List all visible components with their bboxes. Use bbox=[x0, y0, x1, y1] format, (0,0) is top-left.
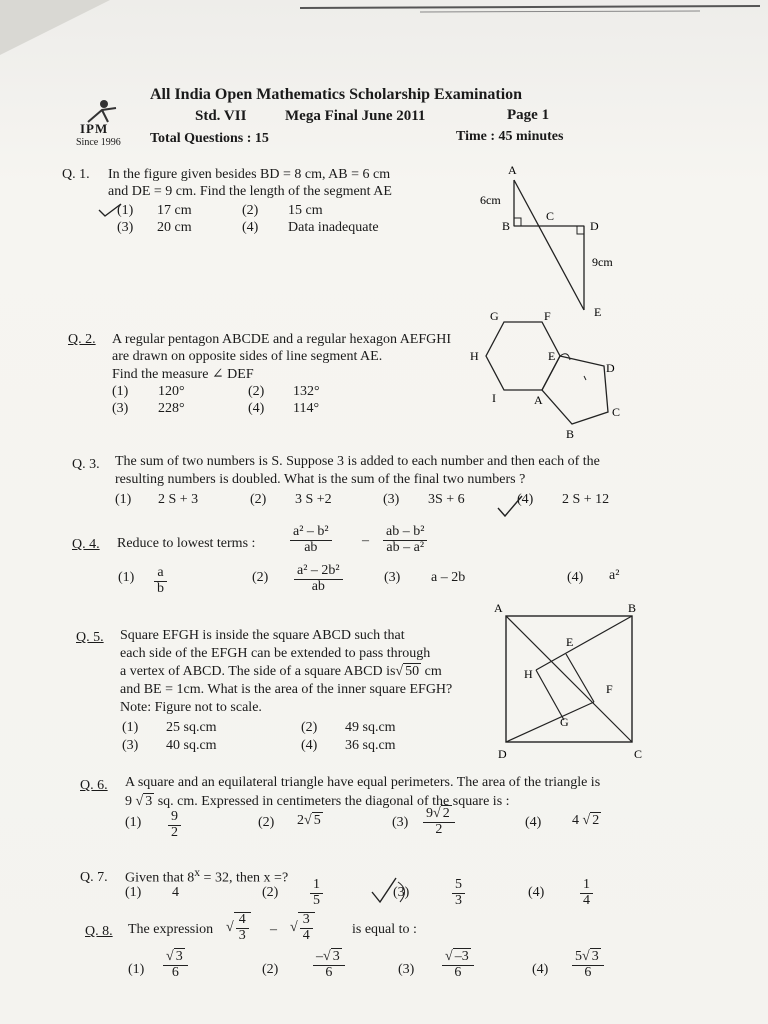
q8-opt4-denominator: 6 bbox=[584, 964, 592, 980]
q8-opt3-denominator: 6 bbox=[454, 964, 462, 980]
q7-opt1-num: (1) bbox=[125, 885, 142, 900]
q4-opt3-num: (3) bbox=[384, 570, 401, 585]
q1-opt4-val: Data inadequate bbox=[288, 220, 379, 235]
q5-opt2-val: 49 sq.cm bbox=[345, 720, 396, 735]
q5-line3-unit: cm bbox=[421, 664, 442, 679]
q1-fig-label-b: B bbox=[502, 219, 511, 233]
q8-minus: – bbox=[270, 922, 277, 937]
q8-opt3-radicand: –3 bbox=[454, 949, 469, 964]
q1-fig-label-a: A bbox=[508, 163, 517, 177]
q5-line3-text: a vertex of ABCD. The side of a square ABCD is bbox=[120, 664, 396, 679]
q3-line2: resulting numbers is doubled. What is the sum of the final two numbers ? bbox=[115, 472, 526, 487]
q2-fig-label-i: I bbox=[492, 391, 496, 405]
q4-minus: – bbox=[362, 533, 369, 548]
q2-fig-label-f: F bbox=[544, 309, 551, 323]
q7-opt4-numerator: 1 bbox=[580, 878, 593, 894]
q6-line2-text: sq. cm. Expressed in centimeters the diagonal of the square is : bbox=[154, 794, 510, 809]
q6-opt3-denominator: 2 bbox=[435, 821, 443, 837]
q4-opt1-numerator: a bbox=[154, 566, 166, 582]
q1-fig-label-ab: 6cm bbox=[480, 193, 501, 207]
q6-opt2-radicand: 5 bbox=[313, 813, 321, 828]
q5-fig-label-f: F bbox=[606, 682, 613, 696]
q4-opt4-val: a² bbox=[609, 568, 620, 583]
q8-opt2-sign: – bbox=[316, 949, 323, 964]
q4-opt1-num: (1) bbox=[118, 570, 135, 585]
q6-opt4-coef: 4 bbox=[572, 813, 579, 828]
q7-opt3-denominator: 3 bbox=[455, 892, 462, 908]
total-questions: Total Questions : 15 bbox=[150, 131, 269, 146]
q1-opt3-num: (3) bbox=[117, 220, 134, 235]
q6-opt2-coef: 2 bbox=[297, 813, 304, 828]
q3-line1: The sum of two numbers is S. Suppose 3 is added to each number and then each of the bbox=[115, 454, 600, 469]
q1-fig-label-de: 9cm bbox=[592, 255, 613, 269]
q5-fig-label-b: B bbox=[628, 601, 637, 615]
q5-opt1-val: 25 sq.cm bbox=[166, 720, 217, 735]
q7-text-rest: = 32, then x =? bbox=[200, 870, 289, 886]
q5-fig-label-g: G bbox=[560, 715, 569, 729]
q8-expr2-denominator: 4 bbox=[302, 927, 310, 943]
q8-expr1: √ $\frac{4}{3}$ bbox=[226, 912, 251, 943]
q1-number: Q. 1. bbox=[62, 167, 90, 182]
q5-opt4-num: (4) bbox=[301, 738, 318, 753]
q7-opt2-denominator: 5 bbox=[313, 892, 320, 908]
q7-opt3-numerator: 5 bbox=[452, 878, 465, 894]
q6-opt3-frac bbox=[423, 807, 455, 837]
q3-opt2-num: (2) bbox=[250, 492, 267, 507]
q7-opt2-numerator: 1 bbox=[310, 878, 323, 894]
q5-line5: Note: Figure not to scale. bbox=[120, 700, 262, 715]
q1-opt4-num: (4) bbox=[242, 220, 259, 235]
q2-opt2-val: 132° bbox=[293, 384, 320, 399]
q5-fig-label-c: C bbox=[634, 747, 643, 761]
q6-opt3-radicand: 2 bbox=[442, 806, 450, 821]
logo-since: Since 1996 bbox=[76, 137, 121, 148]
q6-line1: A square and an equilateral triangle have equal perimeters. The area of the triangle is bbox=[125, 775, 601, 790]
q6-opt2-val: 2√ 5 bbox=[297, 813, 321, 828]
q2-line3: Find the measure ∠ DEF bbox=[112, 367, 254, 382]
q8-opt1-numerator: √ 3 bbox=[163, 950, 188, 966]
q2-fig-label-b: B bbox=[566, 427, 575, 441]
q5-opt4-val: 36 sq.cm bbox=[345, 738, 396, 753]
q2-line2: are drawn on opposite sides of line segment AE. bbox=[112, 349, 383, 364]
q5-fig-label-h: H bbox=[524, 667, 533, 681]
q6-opt3-coef: 9 bbox=[426, 806, 433, 821]
q1-line2: and DE = 9 cm. Find the length of the segment AE bbox=[108, 184, 392, 199]
q5-fig-label-d: D bbox=[498, 747, 507, 761]
q2-opt1-num: (1) bbox=[112, 384, 129, 399]
q2-opt2-num: (2) bbox=[248, 384, 265, 399]
q2-fig-label-d: D bbox=[606, 361, 615, 375]
q8-opt3-numerator: √ –3 bbox=[442, 950, 474, 966]
q4-f2-num: ab – b² bbox=[383, 525, 427, 541]
q5-opt1-num: (1) bbox=[122, 720, 139, 735]
q7-opt3-num: (3) bbox=[393, 885, 410, 900]
q2-opt3-val: 228° bbox=[158, 401, 185, 416]
q4-opt2-frac bbox=[294, 564, 343, 594]
q3-opt2-val: 3 S +2 bbox=[295, 492, 332, 507]
q4-opt3-val: a – 2b bbox=[431, 570, 466, 585]
q5-opt2-num: (2) bbox=[301, 720, 318, 735]
q4-expr-fraction1 bbox=[290, 525, 332, 555]
q1-figure bbox=[470, 160, 630, 320]
q6-line2-radicand: 3 bbox=[145, 794, 153, 809]
time-allowed: Time : 45 minutes bbox=[456, 129, 564, 144]
q1-fig-label-e: E bbox=[594, 305, 602, 319]
q7-text-base: Given that 8 bbox=[125, 870, 195, 886]
q4-opt4-num: (4) bbox=[567, 570, 584, 585]
q1-fig-label-d: D bbox=[590, 219, 599, 233]
q6-opt4-val: 4 √ 2 bbox=[572, 813, 600, 828]
q2-opt3-num: (3) bbox=[112, 401, 129, 416]
q4-f1-num: a² – b² bbox=[290, 525, 332, 541]
q2-number: Q. 2. bbox=[68, 332, 96, 347]
q8-expr1-denominator: 3 bbox=[238, 927, 246, 943]
q7-answer-tick-mark bbox=[370, 876, 412, 906]
q5-fig-label-e: E bbox=[566, 635, 574, 649]
q7-opt3-frac bbox=[452, 878, 465, 908]
q4-opt2-num: (2) bbox=[252, 570, 269, 585]
q1-opt2-num: (2) bbox=[242, 203, 259, 218]
q8-number: Q. 8. bbox=[85, 924, 113, 939]
q7-opt1-val: 4 bbox=[172, 885, 179, 900]
q8-opt2-radicand: 3 bbox=[332, 949, 340, 964]
q8-opt1-num: (1) bbox=[128, 962, 145, 977]
q8-text: The expression bbox=[128, 922, 214, 937]
q4-number: Q. 4. bbox=[72, 537, 100, 552]
q3-opt1-val: 2 S + 3 bbox=[158, 492, 199, 507]
q2-line1: A regular pentagon ABCDE and a regular hexagon AEFGHI bbox=[112, 332, 452, 347]
q7-text bbox=[125, 866, 288, 887]
exam-title: All India Open Mathematics Scholarship Examination bbox=[150, 86, 523, 103]
logo-text: IPM bbox=[80, 121, 109, 136]
q7-number: Q. 7. bbox=[80, 870, 108, 885]
q2-opt1-val: 120° bbox=[158, 384, 185, 399]
q6-opt3-num: (3) bbox=[392, 815, 409, 830]
q5-line3: a vertex of ABCD. The side of a square ABCD is√ 50 cm bbox=[120, 664, 442, 679]
q3-opt3-num: (3) bbox=[383, 492, 400, 507]
q2-opt4-num: (4) bbox=[248, 401, 265, 416]
q6-opt1-denominator: 2 bbox=[171, 824, 178, 840]
q8-tail: is equal to : bbox=[352, 922, 417, 937]
q5-number: Q. 5. bbox=[76, 630, 104, 645]
q8-expr2: √ $\frac{3}{4}$ bbox=[290, 912, 315, 943]
q8-opt1-radicand: 3 bbox=[175, 949, 183, 964]
q6-number: Q. 6. bbox=[80, 778, 108, 793]
q6-opt1-frac bbox=[168, 810, 181, 840]
scan-edge bbox=[0, 0, 768, 60]
q1-opt2-val: 15 cm bbox=[288, 203, 323, 218]
q3-answer-tick-mark bbox=[496, 494, 526, 520]
q5-line1: Square EFGH is inside the square ABCD such that bbox=[120, 628, 405, 643]
q4-opt1-denominator: b bbox=[157, 580, 164, 596]
q5-opt3-val: 40 sq.cm bbox=[166, 738, 217, 753]
q8-opt3-frac bbox=[442, 950, 474, 980]
q8-opt4-frac bbox=[572, 950, 604, 980]
q5-fig-label-a: A bbox=[494, 601, 503, 615]
q8-opt2-numerator: –√ 3 bbox=[313, 950, 345, 966]
q2-figure bbox=[462, 306, 632, 442]
q5-line4: and BE = 1cm. What is the area of the inner square EFGH? bbox=[120, 682, 453, 697]
q1-answer-tick-mark bbox=[97, 202, 127, 222]
q2-fig-label-a: A bbox=[534, 393, 543, 407]
q2-fig-label-g: G bbox=[490, 309, 499, 323]
q4-f2-den: ab – a² bbox=[386, 539, 425, 555]
q8-opt4-num: (4) bbox=[532, 962, 549, 977]
q2-fig-label-h: H bbox=[470, 349, 479, 363]
q6-opt4-radicand: 2 bbox=[592, 813, 600, 828]
q7-text-exponent: x bbox=[194, 866, 201, 879]
q8-opt4-coef: 5 bbox=[575, 949, 582, 964]
q6-opt2-num: (2) bbox=[258, 815, 275, 830]
q1-opt3-val: 20 cm bbox=[157, 220, 192, 235]
q3-number: Q. 3. bbox=[72, 457, 100, 472]
q8-opt2-denominator: 6 bbox=[325, 964, 333, 980]
q5-figure bbox=[488, 598, 650, 764]
page-number: Page 1 bbox=[507, 107, 550, 123]
q5-line2: each side of the EFGH can be extended to pass through bbox=[120, 646, 431, 661]
q6-opt3-numerator: 9√ 2 bbox=[423, 807, 455, 823]
q8-opt4-radicand: 3 bbox=[591, 949, 599, 964]
q7-opt4-num: (4) bbox=[528, 885, 545, 900]
q3-opt4-val: 2 S + 12 bbox=[562, 492, 610, 507]
q4-opt2-numerator: a² – 2b² bbox=[294, 564, 343, 580]
q1-opt1-val: 17 cm bbox=[157, 203, 192, 218]
q6-opt4-num: (4) bbox=[525, 815, 542, 830]
q7-opt2-frac bbox=[310, 878, 323, 908]
q7-opt4-denominator: 4 bbox=[583, 892, 590, 908]
q5-opt3-num: (3) bbox=[122, 738, 139, 753]
q5-line3-radicand: 50 bbox=[405, 664, 420, 679]
q8-opt2-frac bbox=[313, 950, 345, 980]
q4-f1-den: ab bbox=[304, 539, 318, 555]
q6-line2: 9 √ 3 sq. cm. Expressed in centimeters the diagonal of the square is : bbox=[125, 794, 510, 809]
q6-line2-coef: 9 bbox=[125, 794, 132, 809]
q7-opt4-frac bbox=[580, 878, 593, 908]
q6-opt1-num: (1) bbox=[125, 815, 142, 830]
q8-expr1-numerator: 4 bbox=[236, 913, 249, 929]
q2-fig-label-c: C bbox=[612, 405, 621, 419]
q8-opt1-frac bbox=[163, 950, 188, 980]
q7-opt2-num: (2) bbox=[262, 885, 279, 900]
q3-opt3-val: 3S + 6 bbox=[428, 492, 465, 507]
q8-opt1-denominator: 6 bbox=[171, 964, 179, 980]
q4-opt2-denominator: ab bbox=[311, 578, 325, 594]
q1-opt1-num: (1) bbox=[117, 203, 134, 218]
exam-name: Mega Final June 2011 bbox=[285, 108, 426, 124]
q8-expr2-numerator: 3 bbox=[300, 913, 313, 929]
q4-opt1-frac bbox=[154, 566, 167, 596]
q6-opt1-numerator: 9 bbox=[168, 810, 181, 826]
q1-line1: In the figure given besides BD = 8 cm, AB = 6 cm bbox=[108, 167, 391, 182]
q3-opt4-num: (4) bbox=[517, 492, 534, 507]
q2-opt4-val: 114° bbox=[293, 401, 320, 416]
q8-opt4-numerator: 5√ 3 bbox=[572, 950, 604, 966]
q1-fig-label-c: C bbox=[546, 209, 555, 223]
q2-fig-label-e: E bbox=[548, 349, 556, 363]
q4-text: Reduce to lowest terms : bbox=[117, 536, 256, 551]
q8-opt3-num: (3) bbox=[398, 962, 415, 977]
exam-std: Std. VII bbox=[195, 108, 247, 124]
q4-expr-fraction2 bbox=[383, 525, 427, 555]
q3-opt1-num: (1) bbox=[115, 492, 132, 507]
q8-opt2-num: (2) bbox=[262, 962, 279, 977]
